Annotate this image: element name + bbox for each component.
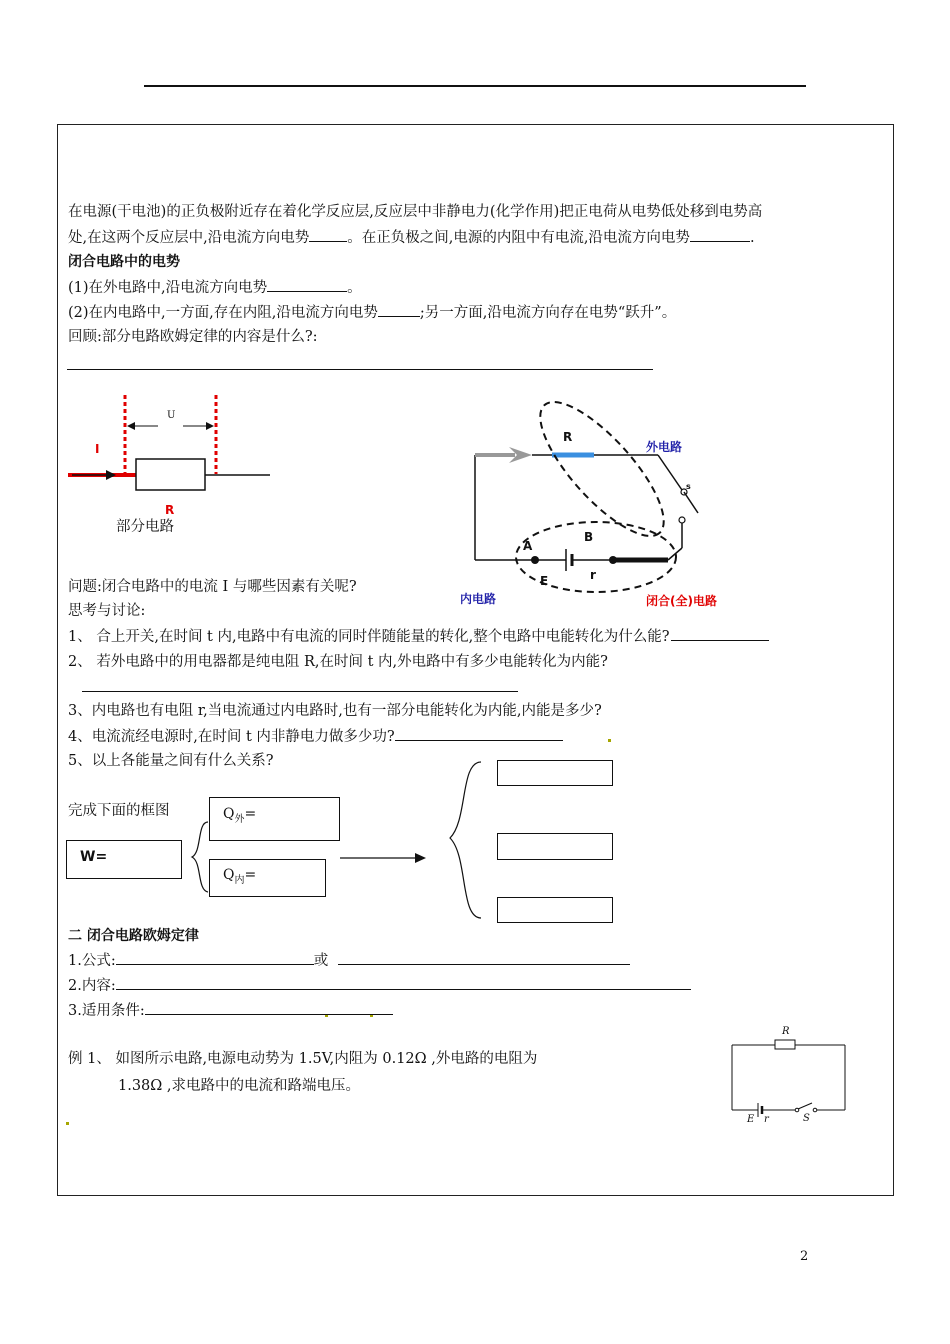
label-e: E bbox=[540, 574, 549, 588]
discussion-q4 bbox=[68, 726, 563, 747]
intro-line-2-c: . bbox=[749, 230, 755, 246]
ex-switch-contact-b bbox=[813, 1108, 817, 1112]
section2-heading: 二 闭合电路欧姆定律 bbox=[68, 928, 199, 944]
w-label: W= bbox=[80, 849, 108, 865]
q-out-label bbox=[223, 806, 256, 825]
question-current: 问题:闭合电路中的电流 I 与哪些因素有关呢? bbox=[68, 579, 357, 595]
label-i: I bbox=[95, 442, 100, 456]
w-box[interactable] bbox=[66, 840, 182, 879]
ex-switch-blade[interactable] bbox=[798, 1103, 812, 1109]
u-arrow-right-head bbox=[206, 422, 214, 430]
formula-or: 或 bbox=[313, 953, 329, 969]
stray-mark bbox=[66, 1122, 69, 1125]
q-in-sub: 内 bbox=[234, 874, 245, 886]
u-arrow-left-head bbox=[127, 422, 135, 430]
q-out-q: Q bbox=[223, 806, 235, 822]
discussion-q3: 3、内电路也有电阻 r,当电流通过内电路时,也有一部分电能转化为内能,内能是多少? bbox=[68, 703, 602, 719]
conditions-label: 3.适用条件: bbox=[68, 1003, 145, 1019]
conditions-line bbox=[68, 1000, 393, 1021]
review-question: 回顾:部分电路欧姆定律的内容是什么?: bbox=[68, 329, 318, 345]
top-right-wire bbox=[658, 455, 682, 490]
ex-label-e: E bbox=[747, 1114, 755, 1125]
q1-text: 1、 合上开关,在时间 t 内,电路中有电流的同时伴随能量的转化,整个电路中电能转化为什么能? bbox=[68, 629, 670, 645]
label-a: A bbox=[523, 539, 533, 553]
q-in-box[interactable] bbox=[209, 859, 326, 897]
item1-end: 。 bbox=[347, 280, 362, 296]
answer-box-3[interactable] bbox=[497, 897, 613, 923]
item2-end: ;另一方面,沿电流方向存在电势“跃升”。 bbox=[419, 305, 677, 321]
q-in-q: Q bbox=[223, 867, 235, 883]
section1-heading: 闭合电路中的电势 bbox=[68, 254, 180, 270]
item2-text: (2)在内电路中,一方面,存在内阻,沿电流方向电势 bbox=[68, 305, 378, 321]
page-number: 2 bbox=[800, 1249, 809, 1264]
formula-label: 1.公式: bbox=[68, 953, 116, 969]
answer-q2[interactable] bbox=[82, 691, 518, 692]
example-line-2: 1.38Ω ,求电路中的电流和路端电压。 bbox=[118, 1078, 361, 1094]
example-line-1: 例 1、 如图所示电路,电源电动势为 1.5V,内阻为 0.12Ω ,外电路的电阻为 bbox=[68, 1051, 538, 1067]
label-r-int: r bbox=[590, 568, 596, 582]
answer-box-2[interactable] bbox=[497, 833, 613, 860]
item1-text: (1)在外电路中,沿电流方向电势 bbox=[68, 280, 268, 296]
discussion-q1 bbox=[68, 626, 769, 647]
outer-circuit-outline bbox=[522, 385, 682, 553]
conditions-blank[interactable] bbox=[145, 1000, 393, 1015]
answer-box-1[interactable] bbox=[497, 760, 613, 786]
discussion-q5: 5、以上各能量之间有什么关系? bbox=[68, 753, 274, 769]
resistor-r bbox=[136, 459, 205, 490]
discussion-q2: 2、 若外电路中的用电器都是纯电阻 R,在时间 t 内,外电路中有多少电能转化为内能? bbox=[68, 654, 608, 670]
intro-line-2-a: 处,在这两个反应层中,沿电流方向电势 bbox=[68, 230, 310, 246]
ex-resistor bbox=[775, 1040, 795, 1049]
formula-blank-1[interactable] bbox=[116, 950, 314, 965]
q4-text: 4、电流流经电源时,在时间 t 内非静电力做多少功? bbox=[68, 729, 395, 745]
label-outer-circuit: 外电路 bbox=[646, 440, 683, 454]
small-brace bbox=[192, 822, 208, 892]
label-closed-circuit: 闭合(全)电路 bbox=[646, 594, 717, 608]
label-inner-circuit: 内电路 bbox=[460, 592, 497, 606]
q-in-eq: = bbox=[244, 867, 257, 883]
answer-q1[interactable] bbox=[671, 626, 769, 641]
stray-mark bbox=[608, 739, 611, 742]
current-arrow-head bbox=[106, 470, 116, 480]
label-r-res: R bbox=[563, 430, 573, 444]
content-blank[interactable] bbox=[116, 975, 691, 990]
think-heading: 思考与讨论: bbox=[68, 603, 146, 619]
formula-blank-2[interactable] bbox=[338, 950, 630, 965]
label-r: R bbox=[165, 503, 175, 517]
label-u: U bbox=[167, 410, 176, 421]
answer-q4[interactable] bbox=[395, 726, 563, 741]
large-brace bbox=[450, 762, 481, 918]
label-b: B bbox=[584, 530, 594, 544]
q-in-label bbox=[223, 867, 256, 886]
switch-contact-bottom bbox=[679, 517, 685, 523]
q-out-sub: 外 bbox=[234, 813, 245, 825]
ex-label-r-int: r bbox=[764, 1114, 769, 1125]
intro-line-1: 在电源(干电池)的正负极附近存在着化学反应层,反应层中非静电力(化学作用)把正电荷从电势低处移到电势高 bbox=[68, 204, 763, 220]
content-label: 2.内容: bbox=[68, 978, 116, 994]
partial-circuit-caption: 部分电路 bbox=[116, 519, 174, 535]
framework-prompt: 完成下面的框图 bbox=[68, 803, 170, 819]
terminal-a bbox=[531, 556, 539, 564]
label-s: s bbox=[686, 482, 691, 491]
ex-label-s: S bbox=[803, 1113, 810, 1124]
intro-line-2-b: 。在正负极之间,电源的内阻中有电流,沿电流方向电势 bbox=[347, 230, 690, 246]
switch-blade[interactable] bbox=[684, 492, 698, 513]
q-out-box[interactable] bbox=[209, 797, 340, 841]
q-out-eq: = bbox=[244, 806, 257, 822]
content-line bbox=[68, 975, 691, 996]
ex-label-r: R bbox=[782, 1026, 790, 1037]
framework-arrow-head bbox=[415, 853, 426, 863]
formula-line bbox=[68, 950, 630, 971]
